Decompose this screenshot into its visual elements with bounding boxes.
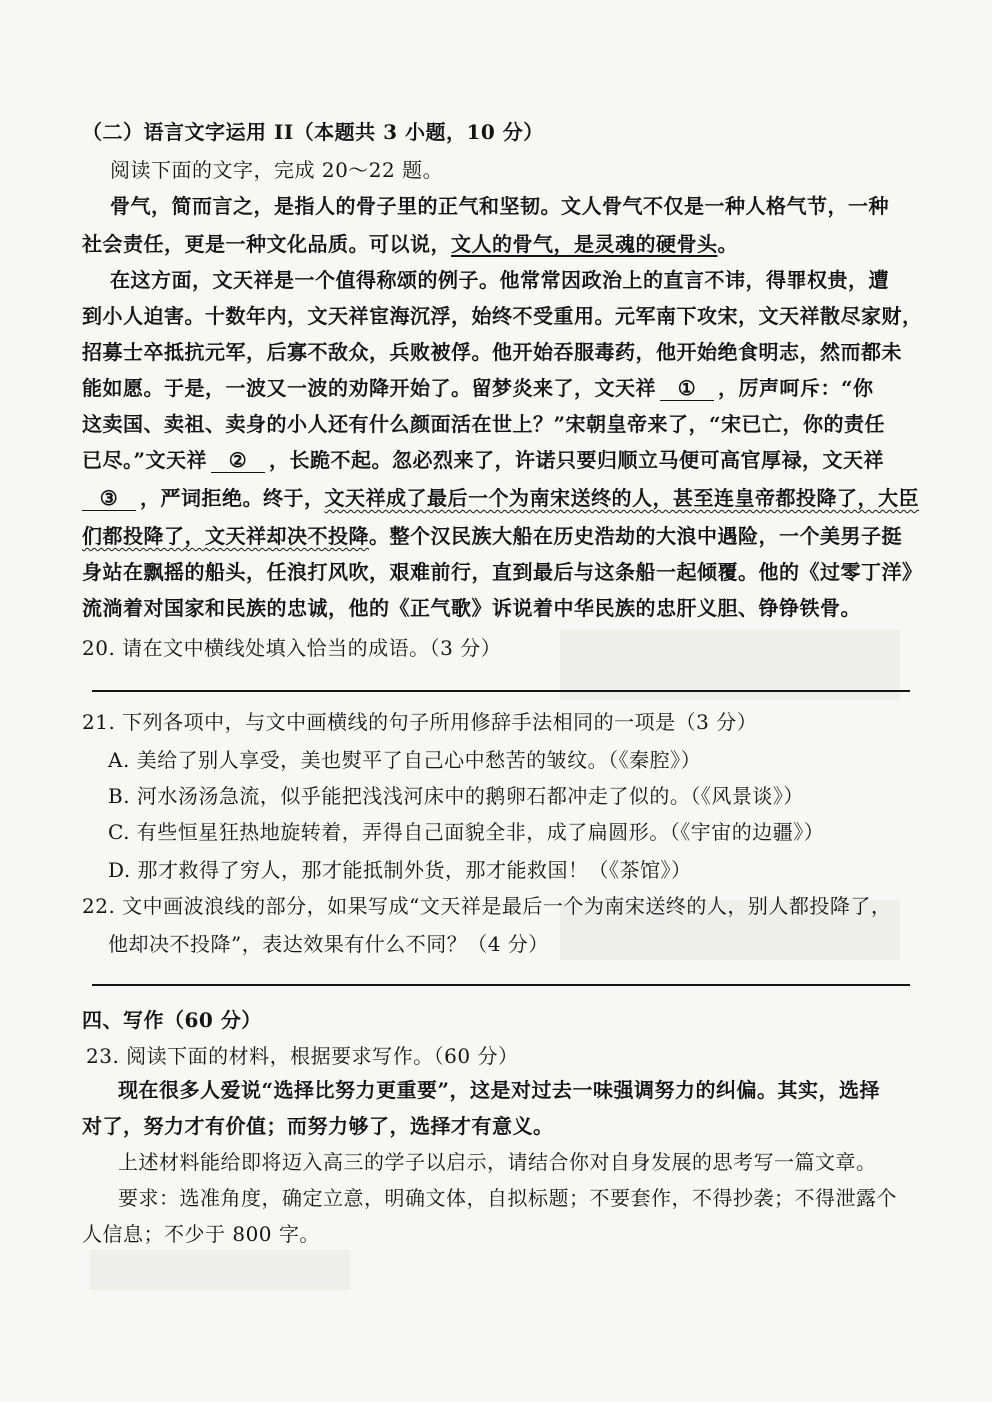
passage-line [82, 484, 922, 512]
section-heading: 四、写作（60 分） [82, 1008, 262, 1032]
instruction: 阅读下面的文字，完成 20～22 题。 [110, 158, 444, 182]
requirements-line: 要求：选准角度，确定立意，明确文体，自拟标题；不要套作，不得抄袭；不得泄露个 [118, 1186, 897, 1210]
material-line: 对了，努力才有价值；而努力够了，选择才有意义。 [82, 1114, 554, 1138]
passage-line [82, 522, 922, 550]
passage-text: 能如愿。于是，一波又一波的劝降开始了。留梦炎来了，文天祥 [82, 376, 656, 400]
option-b: B. 河水汤汤急流，似乎能把浅浅河床中的鹅卵石都冲走了似的。（《风景谈》） [108, 784, 804, 808]
passage-line: 这卖国、卖祖、卖身的小人还有什么颜面活在世上？”宋朝皇帝来了，“宋已亡，你的责任 [82, 412, 886, 436]
passage-line: 身站在飘摇的船头，任浪打风吹，艰难前行，直到最后与这条船一起倾覆。他的《过零丁洋》 [82, 560, 923, 584]
question-22-line: 他却决不投降”，表达效果有什么不同？（4 分） [108, 932, 549, 956]
passage-line [82, 230, 922, 258]
requirements-line: 人信息；不少于 800 字。 [82, 1222, 320, 1246]
answer-line-22[interactable] [92, 984, 910, 986]
passage-text: ，厉声呵斥：“你 [718, 376, 874, 400]
blank-2[interactable]: ② [211, 448, 265, 473]
passage-text: 已尽。”文天祥 [82, 448, 208, 472]
passage-line [82, 446, 922, 474]
passage-text: ，严词拒绝。终于， [140, 486, 325, 510]
option-d: D. 那才救得了穷人，那才能抵制外货，那才能救国！（《茶馆》） [108, 858, 692, 882]
passage-line: 流淌着对国家和民族的忠诚，他的《正气歌》诉说着中华民族的忠肝义胆、铮铮铁骨。 [82, 596, 861, 620]
option-c: C. 有些恒星狂热地旋转着，弄得自己面貌全非，成了扁圆形。（《宇宙的边疆》） [108, 820, 825, 844]
passage-line [82, 374, 922, 402]
passage-text: 。 [717, 232, 738, 256]
scan-shadow [90, 1250, 350, 1290]
passage-text: ，长跪不起。忽必烈来了，许诺只要归顺立马便可高官厚禄，文天祥 [269, 448, 885, 472]
passage-line: 招募士卒抵抗元军，后寡不敌众，兵败被俘。他开始吞服毒药，他开始绝食明志，然而都未 [82, 340, 902, 364]
passage-text: 。整个汉民族大船在历史浩劫的大浪中遇险，一个美男子挺 [369, 524, 902, 548]
option-a: A. 美给了别人享受，美也熨平了自己心中愁苦的皱纹。（《秦腔》） [108, 748, 702, 772]
material-line: 现在很多人爱说“选择比努力更重要”，这是对过去一味强调努力的纠偏。其实，选择 [118, 1078, 881, 1102]
material-line: 上述材料能给即将迈入高三的学子以启示，请结合你对自身发展的思考写一篇文章。 [118, 1150, 877, 1174]
passage-line: 骨气，简而言之，是指人的骨子里的正气和坚韧。文人骨气不仅是一种人格气节，一种 [110, 194, 889, 218]
question-23-stem: 23. 阅读下面的材料，根据要求写作。（60 分） [86, 1044, 519, 1068]
question-22-line: 22. 文中画波浪线的部分，如果写成“文天祥是最后一个为南宋送终的人，别人都投降了， [82, 894, 892, 918]
wavy-sentence: 文天祥成了最后一个为南宋送终的人，甚至连皇帝都投降了，大臣 [324, 486, 919, 510]
question-20: 20. 请在文中横线处填入恰当的成语。（3 分） [82, 636, 502, 660]
underlined-sentence: 文人的骨气，是灵魂的硬骨头 [451, 232, 718, 256]
section-heading: （二）语言文字运用 II（本题共 3 小题，10 分） [82, 120, 544, 144]
blank-3[interactable]: ③ [82, 486, 136, 511]
passage-line: 在这方面，文天祥是一个值得称颂的例子。他常常因政治上的直言不讳，得罪权贵，遭 [110, 268, 889, 292]
passage-text: 社会责任，更是一种文化品质。可以说， [82, 232, 451, 256]
answer-line-20[interactable] [92, 690, 910, 692]
blank-1[interactable]: ① [660, 376, 714, 401]
question-21-stem: 21. 下列各项中，与文中画横线的句子所用修辞手法相同的一项是（3 分） [82, 710, 758, 734]
passage-line: 到小人迫害。十数年内，文天祥宦海沉浮，始终不受重用。元军南下攻宋，文天祥散尽家财， [82, 304, 923, 328]
wavy-sentence: 们都投降了，文天祥却决不投降 [82, 524, 369, 548]
